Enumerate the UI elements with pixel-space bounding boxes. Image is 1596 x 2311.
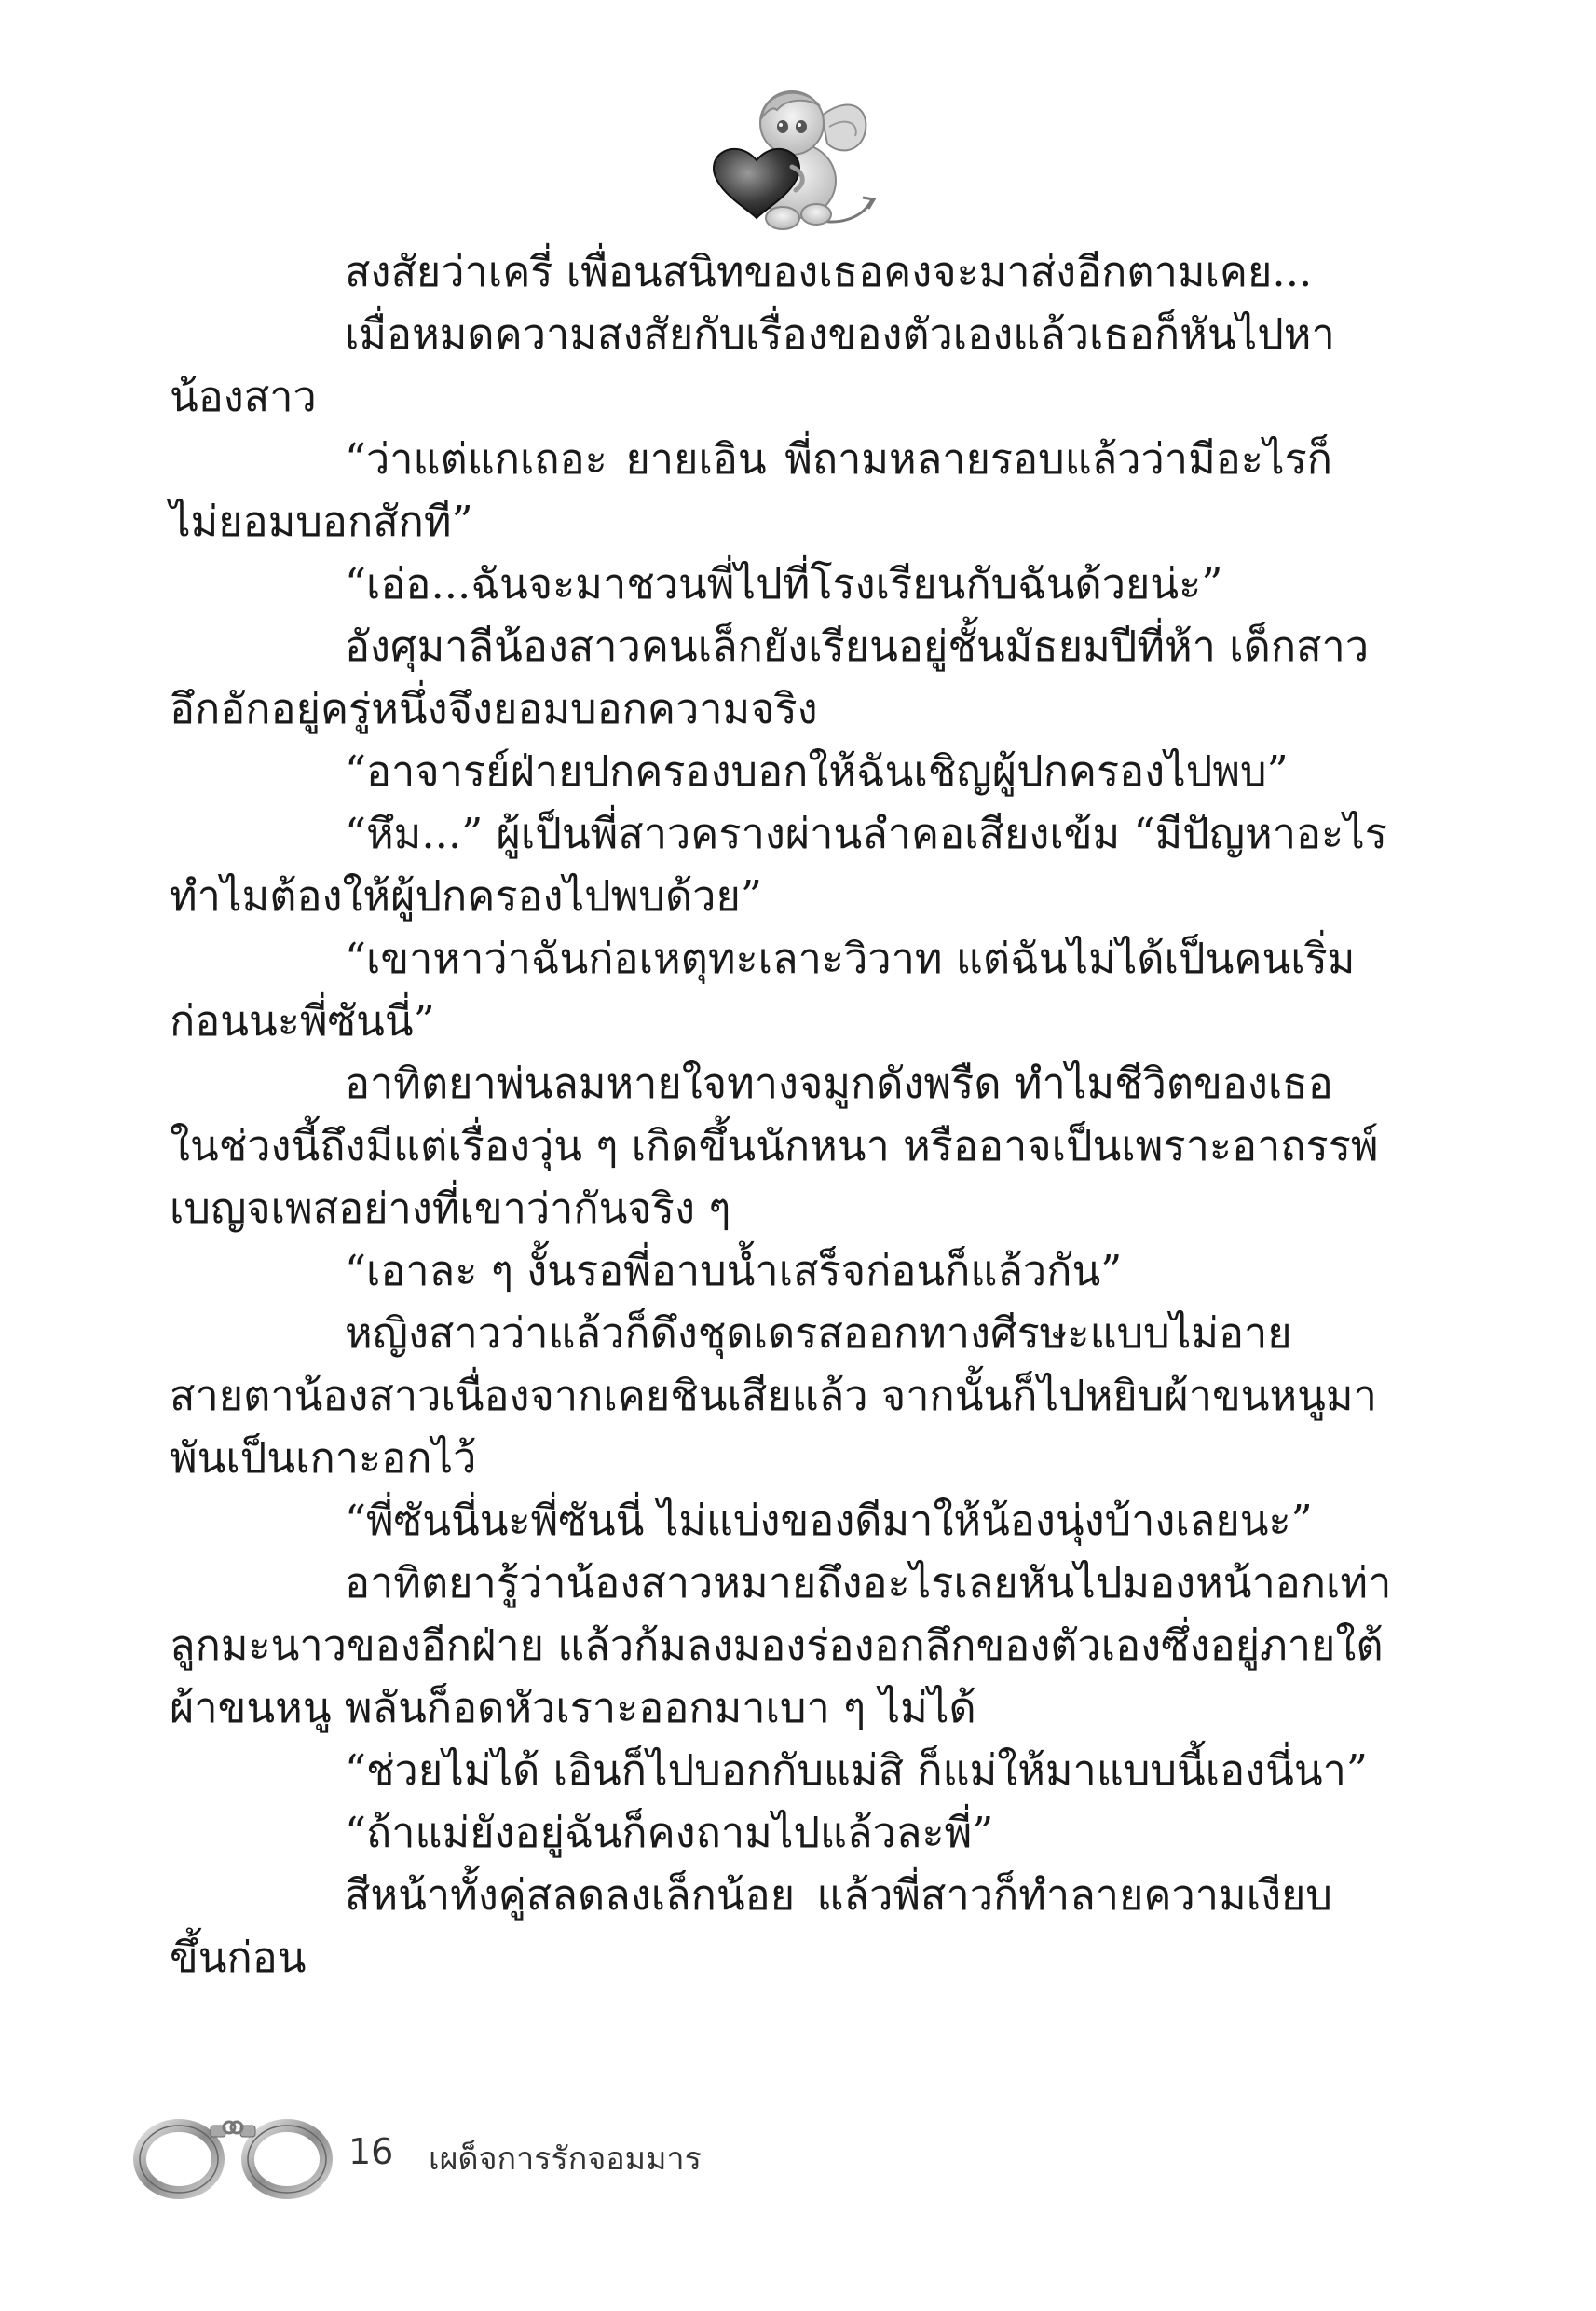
page-number: 16	[348, 2131, 394, 2172]
text-line: “ถ้าแม่ยังอยู่ฉันก็คงถามไปแล้วละพี่”	[345, 1808, 994, 1857]
book-title: เผด็จการรักจอมมาร	[429, 2140, 702, 2178]
text-line: “ช่วยไม่ได้ เอินก็ไปบอกกับแม่สิ ก็แม่ให้มาแบบนี้เองนี่นา”	[345, 1745, 1368, 1795]
text-line: “หึม...” ผู้เป็นพี่สาวครางผ่านลำคอเสียงเข้ม “มีปัญหาอะไร	[345, 809, 1387, 858]
text-line: ในช่วงนี้ถึงมีแต่เรื่องวุ่น ๆ เกิดขึ้นนักหนา หรืออาจเป็นเพราะอาถรรพ์	[170, 1121, 1379, 1170]
cupid-with-heart-icon	[699, 78, 876, 237]
text-line: เบญจเพสอย่างที่เขาว่ากันจริง ๆ	[170, 1183, 731, 1233]
page-footer	[130, 2101, 783, 2204]
text-line: อังศุมาลีน้องสาวคนเล็กยังเรียนอยู่ชั้นมัธยมปีที่ห้า เด็กสาว	[345, 622, 1370, 671]
text-line: “อาจารย์ฝ่ายปกครองบอกให้ฉันเชิญผู้ปกครองไปพบ”	[345, 746, 1289, 796]
text-line: “เอ่อ...ฉันจะมาชวนพี่ไปที่โรงเรียนกับฉันด้วยน่ะ”	[345, 559, 1223, 609]
text-line: น้องสาว	[170, 372, 317, 421]
text-line: ลูกมะนาวของอีกฝ่าย แล้วก้มลงมองร่องอกลึกของตัวเองซึ่งอยู่ภายใต้	[170, 1620, 1384, 1670]
text-line: ไม่ยอมบอกสักที”	[170, 497, 473, 546]
text-line: อาทิตยารู้ว่าน้องสาวหมายถึงอะไรเลยหันไปมองหน้าอกเท่า	[345, 1558, 1392, 1607]
text-line: พันเป็นเกาะอกไว้	[170, 1433, 477, 1483]
text-line: ผ้าขนหนู พลันก็อดหัวเราะออกมาเบา ๆ ไม่ได้	[170, 1683, 976, 1732]
text-line: “เขาหาว่าฉันก่อเหตุทะเลาะวิวาท แต่ฉันไม่ได้เป็นคนเริ่ม	[345, 934, 1356, 983]
handcuffs-icon	[130, 2101, 335, 2204]
text-line: ขึ้นก่อน	[170, 1933, 307, 1982]
text-line: สีหน้าทั้งคู่สลดลงเล็กน้อย แล้วพี่สาวก็ทำลายความเงียบ	[345, 1870, 1332, 1920]
text-line: อาทิตยาพ่นลมหายใจทางจมูกดังพรืด ทำไมชีวิตของเธอ	[345, 1059, 1333, 1108]
story-text	[170, 240, 1392, 1989]
text-line: ทำไมต้องให้ผู้ปกครองไปพบด้วย”	[170, 871, 762, 921]
text-line: สงสัยว่าเครี่ เพื่อนสนิทของเธอคงจะมาส่งอีกตามเคย...	[345, 247, 1313, 296]
text-line: หญิงสาวว่าแล้วก็ดึงชุดเดรสออกทางศีรษะแบบไม่อาย	[345, 1308, 1292, 1358]
text-line: “พี่ซันนี่นะพี่ซันนี่ ไม่แบ่งของดีมาให้น้องนุ่งบ้างเลยนะ”	[345, 1496, 1313, 1545]
text-line: “ว่าแต่แกเถอะ ยายเอิน พี่ถามหลายรอบแล้วว่ามีอะไรก็	[345, 434, 1332, 484]
text-line: เมื่อหมดความสงสัยกับเรื่องของตัวเองแล้วเธอก็หันไปหา	[345, 309, 1335, 359]
text-line: อึกอักอยู่ครู่หนึ่งจึงยอมบอกความจริง	[170, 684, 818, 733]
text-line: ก่อนนะพี่ซันนี่”	[170, 996, 435, 1046]
text-line: สายตาน้องสาวเนื่องจากเคยชินเสียแล้ว จากนั้นก็ไปหยิบผ้าขนหนูมา	[170, 1371, 1377, 1420]
text-line: “เอาละ ๆ งั้นรอพี่อาบน้ำเสร็จก่อนก็แล้วกัน”	[345, 1246, 1123, 1295]
